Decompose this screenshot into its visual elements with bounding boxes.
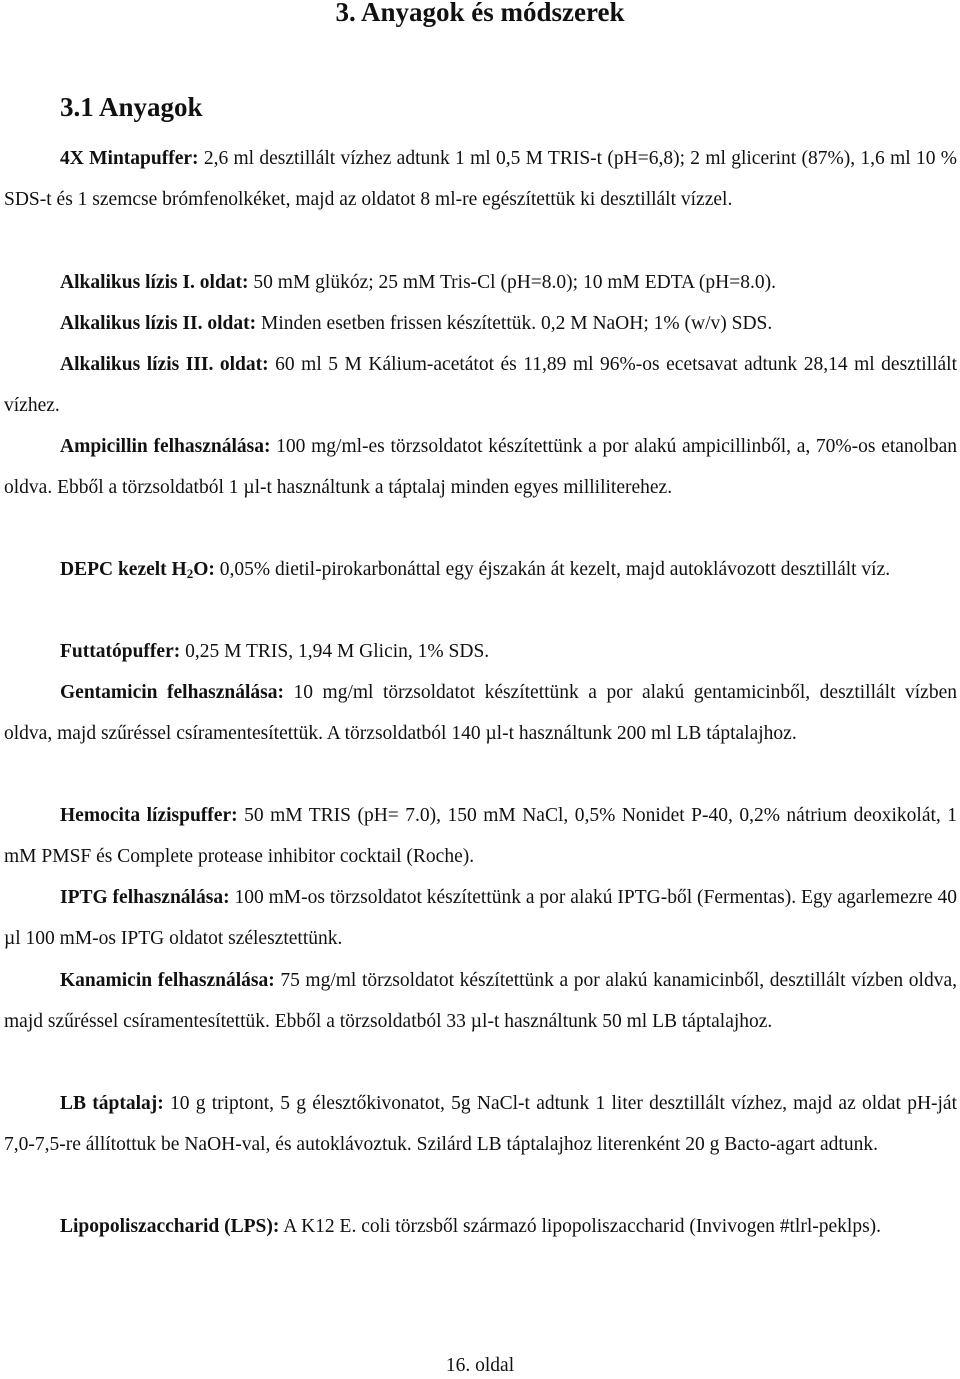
- text-lps: A K12 E. coli törzsből származó lipopoliszaccharid (Invivogen #tlrl-peklps).: [279, 1216, 882, 1237]
- term-iptg: IPTG felhasználása:: [60, 887, 230, 908]
- term-depc-pre: DEPC kezelt H: [60, 559, 187, 580]
- term-depc: [60, 559, 215, 580]
- paragraph-depc: [4, 549, 957, 594]
- text-alkalikus-lizis-1: 50 mM glükóz; 25 mM Tris-Cl (pH=8.0); 10 mM EDTA (pH=8.0).: [248, 272, 776, 293]
- term-lps: Lipopoliszaccharid (LPS):: [60, 1216, 280, 1237]
- term-gentamicin: Gentamicin felhasználása:: [60, 682, 285, 703]
- paragraph-alkalikus-lizis-3: [4, 344, 957, 426]
- text-hemocita: 50 mM TRIS (pH= 7.0), 150 mM NaCl, 0,5% Nonidet P-40, 0,2% nátrium deoxikolát, 1 mM PMSF és Complete protease inhibitor cocktail (Roche).: [4, 805, 957, 868]
- text-iptg: 100 mM-os törzsoldatot készítettünk a por alakú IPTG-ből (Fermentas). Egy agarlemezre 40 µl 100 mM-os IPTG oldatot szélesztettünk.: [4, 887, 957, 950]
- text-alkalikus-lizis-2: Minden esetben frissen készítettük. 0,2 M NaOH; 1% (w/v) SDS.: [256, 313, 773, 334]
- paragraph-ampicillin: [4, 426, 957, 508]
- text-futtatopuffer: 0,25 M TRIS, 1,94 M Glicin, 1% SDS.: [180, 641, 490, 662]
- page-number: 16. oldal: [445, 1355, 515, 1376]
- term-ampicillin: Ampicillin felhasználása:: [60, 436, 271, 457]
- section-title: 3.1 Anyagok: [60, 92, 203, 122]
- text-gentamicin: 10 mg/ml törzsoldatot készítettünk a por alakú gentamicinből, desztillált vízben oldva, majd szűréssel csíramentesítettük. A törzsoldatból 140 µl-t használtunk 200 ml LB táptalajhoz.: [4, 682, 957, 745]
- term-alkalikus-lizis-1: Alkalikus lízis I. oldat:: [60, 272, 249, 293]
- term-futtatopuffer: Futtatópuffer:: [60, 641, 181, 662]
- paragraph-iptg: [4, 877, 957, 959]
- paragraph-lb-taptalaj: [4, 1083, 957, 1165]
- paragraph-hemocita: [4, 795, 957, 877]
- text-alkalikus-lizis-3: 60 ml 5 M Kálium-acetátot és 11,89 ml 96%-os ecetsavat adtunk 28,14 ml desztillált vízhez.: [4, 354, 957, 417]
- term-depc-post: O:: [193, 559, 215, 580]
- chapter-title: 3. Anyagok és módszerek: [335, 0, 625, 27]
- text-ampicillin: 100 mg/ml-es törzsoldatot készítettünk a por alakú ampicillinből, a, 70%-os etanolban oldva. Ebből a törzsoldatból 1 µl-t használtunk a táptalaj minden egyes milliliterehez.: [4, 436, 957, 499]
- term-hemocita: Hemocita lízispuffer:: [60, 805, 238, 826]
- term-alkalikus-lizis-3: Alkalikus lízis III. oldat:: [60, 354, 269, 375]
- text-lb-taptalaj: 10 g triptont, 5 g élesztőkivonatot, 5g NaCl-t adtunk 1 liter desztillált vízhez, majd az oldat pH-ját 7,0-7,5-re állítottuk be NaOH-val, és autoklávoztuk. Szilárd LB táptalajhoz literenként 20 g Bacto-agart adtunk.: [4, 1093, 958, 1156]
- term-alkalikus-lizis-2: Alkalikus lízis II. oldat:: [60, 313, 257, 334]
- term-lb-taptalaj: LB táptalaj:: [60, 1093, 164, 1114]
- paragraph-futtatopuffer: [4, 631, 957, 672]
- paragraph-gentamicin: [4, 672, 957, 754]
- paragraph-lps: [4, 1206, 957, 1247]
- term-mintapuffer: 4X Mintapuffer:: [60, 148, 199, 169]
- paragraph-alkalikus-lizis-2: [4, 303, 957, 344]
- text-depc: 0,05% dietil-pirokarbonáttal egy éjszakán át kezelt, majd autoklávozott desztillált víz.: [214, 559, 891, 580]
- paragraph-mintapuffer: [4, 138, 957, 220]
- text-mintapuffer: 2,6 ml desztillált vízhez adtunk 1 ml 0,5 M TRIS-t (pH=6,8); 2 ml glicerint (87%), 1,6 ml 10 % SDS-t és 1 szemcse brómfenolkéket, majd az oldatot 8 ml-re egészítettük ki desztillált vízzel.: [4, 148, 957, 211]
- paragraph-alkalikus-lizis-1: [4, 262, 957, 303]
- text-kanamicin: 75 mg/ml törzsoldatot készítettünk a por alakú kanamicinből, desztillált vízben oldva, majd szűréssel csíramentesítettük. Ebből a törzsoldatból 33 µl-t használtunk 50 ml LB táptalajhoz.: [4, 970, 957, 1033]
- term-kanamicin: Kanamicin felhasználása:: [60, 970, 275, 991]
- paragraph-kanamicin: [4, 960, 957, 1042]
- term-depc-subscript: 2: [186, 566, 194, 581]
